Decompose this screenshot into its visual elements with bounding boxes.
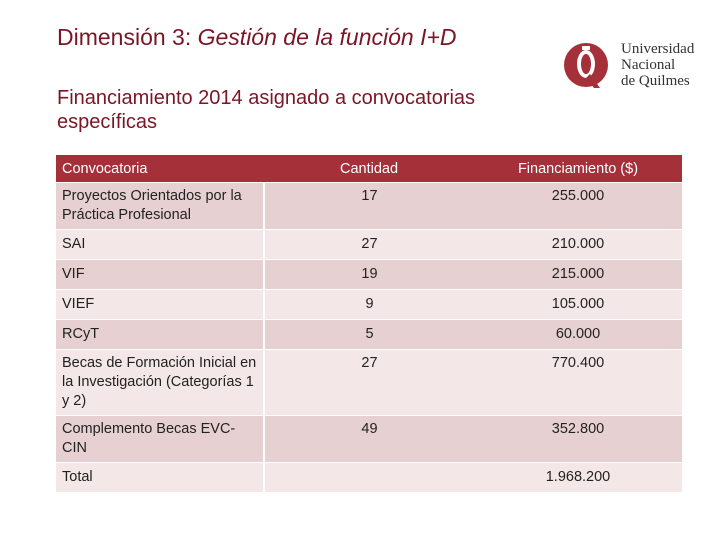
total-cantidad	[264, 463, 474, 493]
cell-convocatoria: Becas de Formación Inicial en la Investigación (Categorías 1 y 2)	[56, 350, 264, 416]
cell-financiamiento: 215.000	[474, 260, 682, 290]
cell-convocatoria: VIF	[56, 260, 264, 290]
cell-cantidad: 27	[264, 230, 474, 260]
table-row	[56, 260, 682, 290]
table-row	[56, 183, 682, 230]
cell-convocatoria: SAI	[56, 230, 264, 260]
table-row	[56, 416, 682, 463]
cell-convocatoria: Proyectos Orientados por la Práctica Profesional	[56, 183, 264, 230]
table-header-row	[56, 155, 682, 183]
slide-title-italic: Gestión de la función I+D	[197, 24, 457, 50]
cell-cantidad: 5	[264, 320, 474, 350]
cell-cantidad: 9	[264, 290, 474, 320]
table-total-row	[56, 463, 682, 493]
university-logo	[560, 38, 710, 94]
cell-financiamiento: 210.000	[474, 230, 682, 260]
logo-line-2: Nacional	[621, 57, 676, 73]
header-convocatoria: Convocatoria	[56, 155, 264, 183]
slide-title-plain: Dimensión 3:	[57, 24, 198, 50]
total-label: Total	[56, 463, 264, 493]
cell-financiamiento: 770.400	[474, 350, 682, 416]
slide-title	[57, 24, 537, 51]
total-financiamiento: 1.968.200	[474, 463, 682, 493]
cell-convocatoria: VIEF	[56, 290, 264, 320]
q-emblem-icon	[560, 38, 616, 94]
header-cantidad: Cantidad	[264, 155, 474, 183]
cell-convocatoria: Complemento Becas EVC-CIN	[56, 416, 264, 463]
funding-table	[56, 155, 682, 492]
logo-line-3: de Quilmes	[621, 73, 690, 89]
cell-financiamiento: 352.800	[474, 416, 682, 463]
slide-subtitle: Financiamiento 2014 asignado a convocatorias específicas	[57, 87, 476, 133]
logo-line-1: Universidad	[621, 41, 695, 57]
logo-wordmark	[621, 41, 694, 89]
table-row	[56, 290, 682, 320]
header-financiamiento: Financiamiento ($)	[474, 155, 682, 183]
cell-convocatoria: RCyT	[56, 320, 264, 350]
table-row	[56, 230, 682, 260]
cell-financiamiento: 255.000	[474, 183, 682, 230]
cell-cantidad: 27	[264, 350, 474, 416]
cell-financiamiento: 60.000	[474, 320, 682, 350]
cell-cantidad: 49	[264, 416, 474, 463]
table-row	[56, 350, 682, 416]
table-row	[56, 320, 682, 350]
cell-cantidad: 19	[264, 260, 474, 290]
cell-cantidad: 17	[264, 183, 474, 230]
cell-financiamiento: 105.000	[474, 290, 682, 320]
